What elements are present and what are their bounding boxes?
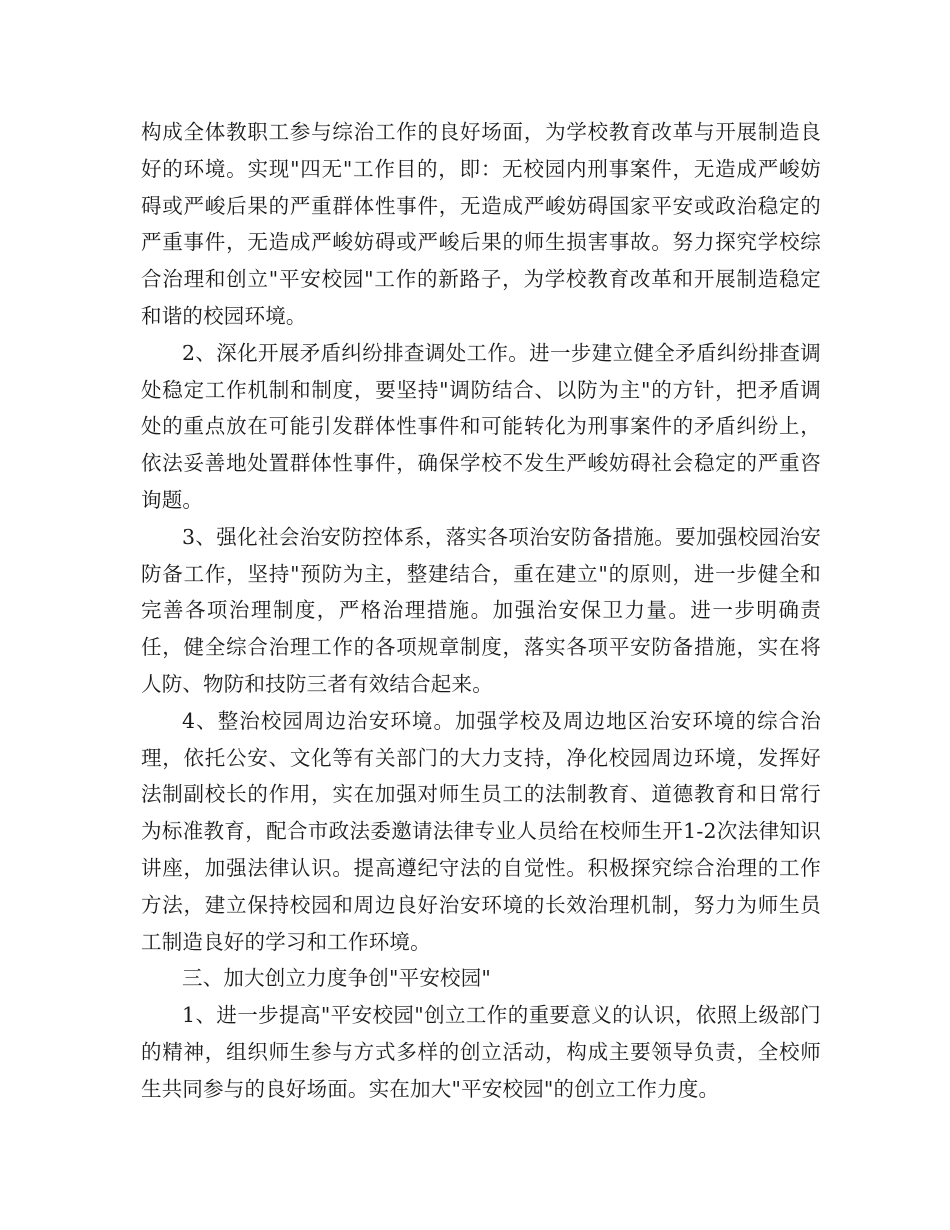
paragraph-campus-surroundings: 4、整治校园周边治安环境。加强学校及周边地区治安环境的综合治理，依托公安、文化等有关部门的大力支持，净化校园周边环境，发挥好法制副校长的作用，实在加强对师生员工的法制教育、道德教育和日常行为标准教育，配合市政法委邀请法律专业人员给在校师生开1-2次法律知识讲座，加强法律认识。提高遵纪守法的自觉性。积极探究综合治理的工作方法，建立保持校园和周边良好治安环境的长效治理机制，努力为师生员工制造良好的学习和工作环境。 bbox=[141, 708, 821, 954]
section-heading-safe-campus: 三、加大创立力度争创"平安校园" bbox=[182, 966, 492, 991]
paragraph-awareness: 1、进一步提高"平安校园"创立工作的重要意义的认识，依照上级部门的精神，组织师生参与方式多样的创立活动，构成主要领导负责，全校师生共同参与的良好场面。实在加大"平安校园"的创立工作力度。 bbox=[141, 1003, 821, 1101]
paragraph-security-measures: 3、强化社会治安防控体系，落实各项治安防备措施。要加强校园治安防备工作，坚持"预防为主，整建结合，重在建立"的原则，进一步健全和完善各项治理制度，严格治理措施。加强治安保卫力量。进一步明确责任，健全综合治理工作的各项规章制度，落实各项平安防备措施，实在将人防、物防和技防三者有效结合起来。 bbox=[141, 524, 821, 696]
paragraph-continuation: 构成全体教职工参与综治工作的良好场面，为学校教育改革与开展制造良好的环境。实现"四无"工作目的，即：无校园内刑事案件，无造成严峻妨碍或严峻后果的严重群体性事件，无造成严峻妨碍国家平安或政治稳定的严重事件，无造成严峻妨碍或严峻后果的师生损害事故。努力探究学校综合治理和创立"平安校园"工作的新路子，为学校教育改革和开展制造稳定和谐的校园环境。 bbox=[141, 120, 821, 328]
document-page bbox=[141, 114, 821, 1108]
paragraph-dispute-mediation: 2、深化开展矛盾纠纷排查调处工作。进一步建立健全矛盾纠纷排查调处稳定工作机制和制度，要坚持"调防结合、以防为主"的方针，把矛盾调处的重点放在可能引发群体性事件和可能转化为刑事案件的矛盾纠纷上，依法妥善地处置群体性事件，确保学校不发生严峻妨碍社会稳定的严重咨询题。 bbox=[141, 340, 821, 512]
